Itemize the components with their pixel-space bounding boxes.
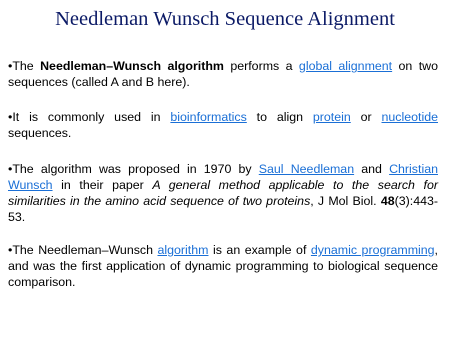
bullet-dot-icon: • [8, 243, 13, 257]
bullet-item-1 [8, 58, 438, 90]
bullet-1-text-3: on two sequences (called A and B here). [8, 59, 438, 89]
link-christian-wunsch[interactable]: Christian Wunsch [8, 162, 438, 192]
link-protein[interactable]: protein [312, 110, 351, 124]
bullet-dot-icon: • [8, 110, 13, 124]
bullet-list [8, 58, 438, 309]
bullet-3-text-5: (3):443-53. [8, 194, 438, 224]
bullet-dot-icon: • [8, 162, 13, 176]
link-dynamic-programming[interactable]: dynamic programming [310, 243, 435, 257]
link-bioinformatics[interactable]: bioinformatics [170, 110, 247, 124]
bullet-1-text-1: The [12, 59, 41, 73]
bullet-3-text-1: The algorithm was proposed in 1970 by [12, 162, 259, 176]
bullet-3-volume: 48 [380, 194, 395, 208]
bullet-item-2 [8, 109, 438, 141]
bullet-3-text-3: in their paper [52, 178, 153, 192]
bullet-2-text-1: It is commonly used in [12, 110, 171, 124]
bullet-item-3 [8, 161, 438, 225]
link-nucleotide[interactable]: nucleotide [381, 110, 438, 124]
link-algorithm[interactable]: algorithm [157, 243, 209, 257]
bullet-2-text-4: sequences. [8, 126, 72, 140]
bullet-4-text-2: is an example of [208, 243, 311, 257]
bullet-item-4 [8, 242, 438, 290]
link-saul-needleman[interactable]: Saul Needleman [258, 162, 355, 176]
bullet-3-text-4: , J Mol Biol. [310, 194, 381, 208]
bullet-3-text-2: and [354, 162, 390, 176]
slide-title: Needleman Wunsch Sequence Alignment [55, 8, 395, 30]
bullet-2-text-2: to align [246, 110, 313, 124]
bullet-dot-icon: • [8, 59, 13, 73]
bullet-4-text-3: , and was the first application of dynamic programming to biological sequence comparison. [8, 243, 438, 289]
bullet-1-bold-term: Needleman–Wunsch algorithm [40, 59, 224, 73]
link-global-alignment[interactable]: global alignment [298, 59, 393, 73]
bullet-4-text-1: The Needleman–Wunsch [12, 243, 158, 257]
bullet-2-text-3: or [350, 110, 382, 124]
bullet-3-paper-title: A general method applicable to the search for similarities in the amino acid sequence of two proteins [8, 178, 438, 208]
bullet-1-text-2: performs a [223, 59, 299, 73]
